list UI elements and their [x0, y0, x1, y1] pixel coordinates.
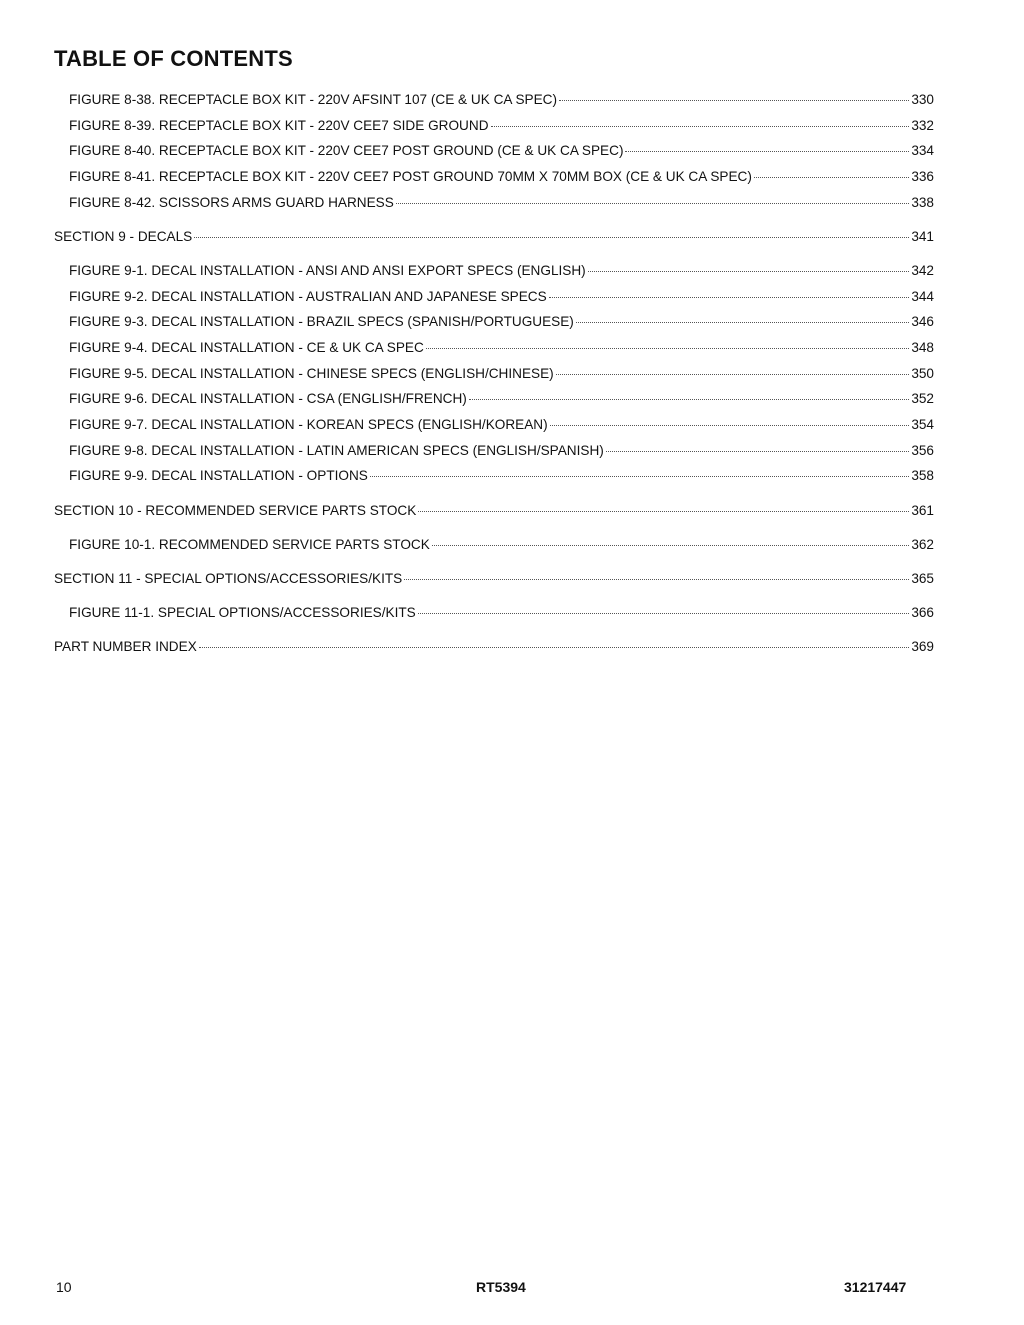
toc-entry-page: 334 [911, 143, 934, 158]
toc-entry-label: SECTION 9 - DECALS [54, 229, 193, 244]
toc-entry-label: FIGURE 8-39. RECEPTACLE BOX KIT - 220V CEE7 SIDE GROUND [69, 118, 489, 133]
toc-entry-page: 338 [911, 195, 934, 210]
toc-entry-figure-9-1[interactable] [69, 262, 934, 280]
toc-entry-figure-9-3[interactable] [69, 313, 934, 331]
dot-leader [418, 613, 910, 614]
toc-entry-page: 332 [911, 118, 934, 133]
toc-entry-page: 369 [911, 639, 934, 654]
dot-leader [588, 271, 910, 272]
toc-entry-label: FIGURE 9-5. DECAL INSTALLATION - CHINESE SPECS (ENGLISH/CHINESE) [69, 366, 554, 381]
toc-entry-section-10[interactable] [54, 502, 934, 520]
dot-leader [556, 374, 910, 375]
toc-entry-page: 361 [911, 503, 934, 518]
toc-entry-figure-11-1[interactable] [69, 604, 934, 622]
toc-entry-figure-9-7[interactable] [69, 416, 934, 434]
toc-entry-figure-10-1[interactable] [69, 536, 934, 554]
footer-page-number: 10 [56, 1279, 72, 1295]
dot-leader [754, 177, 909, 178]
toc-entry-label: FIGURE 9-3. DECAL INSTALLATION - BRAZIL SPECS (SPANISH/PORTUGUESE) [69, 314, 574, 329]
toc-entry-page: 348 [911, 340, 934, 355]
dot-leader [559, 100, 909, 101]
toc-entry-label: FIGURE 9-2. DECAL INSTALLATION - AUSTRALIAN AND JAPANESE SPECS [69, 289, 547, 304]
toc-entry-page: 352 [911, 391, 934, 406]
dot-leader [606, 451, 910, 452]
footer-document-number: 31217447 [844, 1279, 907, 1295]
toc-entry-figure-9-4[interactable] [69, 339, 934, 357]
toc-entry-label: SECTION 11 - SPECIAL OPTIONS/ACCESSORIES/KITS [54, 571, 403, 586]
dot-leader [418, 511, 909, 512]
toc-entry-page: 366 [911, 605, 934, 620]
toc-entry-page: 341 [911, 229, 934, 244]
toc-entry-label: FIGURE 8-40. RECEPTACLE BOX KIT - 220V CEE7 POST GROUND (CE & UK CA SPEC) [69, 143, 624, 158]
toc-entry-page: 342 [911, 263, 934, 278]
toc-entry-figure-8-38[interactable] [69, 91, 934, 109]
dot-leader [491, 126, 910, 127]
toc-entry-label: FIGURE 9-6. DECAL INSTALLATION - CSA (ENGLISH/FRENCH) [69, 391, 467, 406]
toc-entry-figure-8-40[interactable] [69, 142, 934, 160]
page-title: TABLE OF CONTENTS [54, 46, 293, 71]
toc-entry-figure-9-9[interactable] [69, 467, 934, 485]
dot-leader [549, 297, 910, 298]
dot-leader [404, 579, 909, 580]
toc-entry-figure-9-8[interactable] [69, 442, 934, 460]
toc-entry-figure-8-39[interactable] [69, 117, 934, 135]
toc-entry-figure-9-6[interactable] [69, 390, 934, 408]
toc-entry-label: FIGURE 9-7. DECAL INSTALLATION - KOREAN SPECS (ENGLISH/KOREAN) [69, 417, 548, 432]
toc-entry-label: FIGURE 11-1. SPECIAL OPTIONS/ACCESSORIES/KITS [69, 605, 416, 620]
toc-entry-label: FIGURE 9-1. DECAL INSTALLATION - ANSI AND ANSI EXPORT SPECS (ENGLISH) [69, 263, 586, 278]
toc-entry-label: SECTION 10 - RECOMMENDED SERVICE PARTS STOCK [54, 503, 417, 518]
dot-leader [199, 647, 910, 648]
toc-entry-page: 344 [911, 289, 934, 304]
dot-leader [550, 425, 910, 426]
toc-entry-figure-8-41[interactable] [69, 168, 934, 186]
dot-leader [426, 348, 910, 349]
toc-entry-page: 356 [911, 443, 934, 458]
toc-entry-label: PART NUMBER INDEX [54, 639, 197, 654]
toc-entry-page: 354 [911, 417, 934, 432]
dot-leader [370, 476, 909, 477]
toc-entry-label: FIGURE 8-41. RECEPTACLE BOX KIT - 220V CEE7 POST GROUND 70MM X 70MM BOX (CE & UK CA SPEC) [69, 169, 752, 184]
toc-entry-page: 336 [911, 169, 934, 184]
toc-entry-label: FIGURE 9-9. DECAL INSTALLATION - OPTIONS [69, 468, 368, 483]
toc-entry-page: 358 [911, 468, 934, 483]
toc-entry-figure-9-2[interactable] [69, 288, 934, 306]
dot-leader [576, 322, 909, 323]
footer-model: RT5394 [476, 1279, 526, 1295]
toc-entry-label: FIGURE 9-4. DECAL INSTALLATION - CE & UK CA SPEC [69, 340, 424, 355]
toc-entry-page: 350 [911, 366, 934, 381]
toc-entry-figure-8-42[interactable] [69, 194, 934, 212]
toc-entry-label: FIGURE 8-42. SCISSORS ARMS GUARD HARNESS [69, 195, 394, 210]
toc-entry-label: FIGURE 9-8. DECAL INSTALLATION - LATIN AMERICAN SPECS (ENGLISH/SPANISH) [69, 443, 604, 458]
dot-leader [469, 399, 910, 400]
toc-entry-section-11[interactable] [54, 570, 934, 588]
toc-entry-label: FIGURE 8-38. RECEPTACLE BOX KIT - 220V AFSINT 107 (CE & UK CA SPEC) [69, 92, 558, 107]
dot-leader [396, 203, 910, 204]
toc-entry-page: 346 [911, 314, 934, 329]
toc-entry-part-number-index[interactable] [54, 638, 934, 656]
toc-entry-section-9[interactable] [54, 228, 934, 246]
toc-entry-page: 330 [911, 92, 934, 107]
toc-entry-page: 362 [911, 537, 934, 552]
toc-entry-page: 365 [911, 571, 934, 586]
toc-entry-figure-9-5[interactable] [69, 365, 934, 383]
dot-leader [194, 237, 909, 238]
dot-leader [432, 545, 910, 546]
toc-entry-label: FIGURE 10-1. RECOMMENDED SERVICE PARTS STOCK [69, 537, 430, 552]
dot-leader [625, 151, 909, 152]
